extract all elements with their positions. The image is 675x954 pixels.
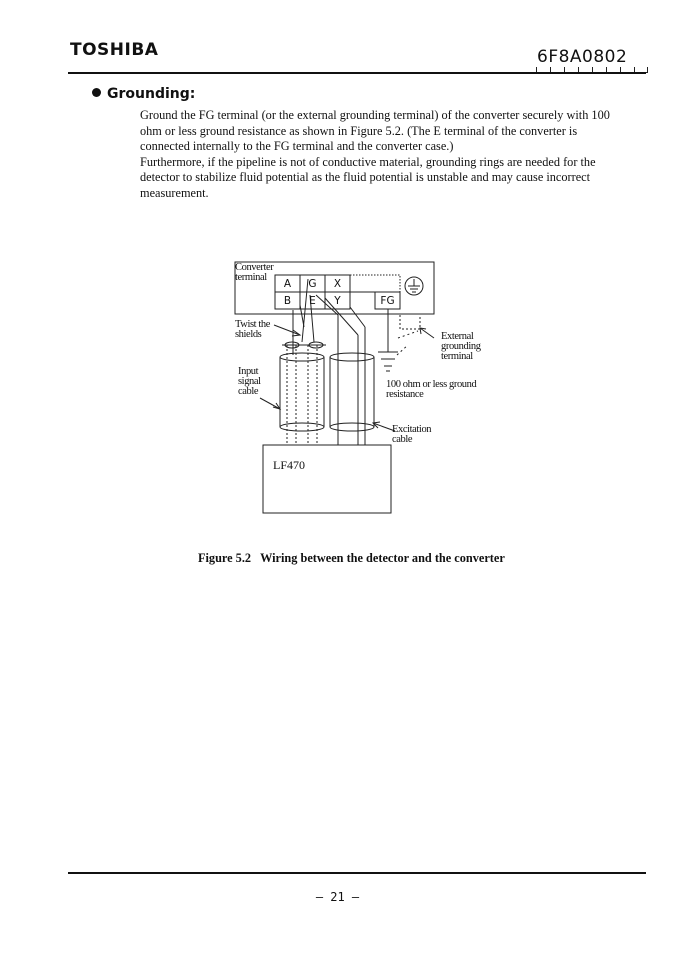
terminal-a: A [283,278,292,290]
bullet-icon [92,88,101,97]
document-number: 6F8A0802 [537,47,628,67]
figure-caption-title: Wiring between the detector and the converter [260,551,505,565]
terminal-fg: FG [380,295,395,307]
terminal-e: E [309,295,316,307]
terminal-g: G [308,278,317,290]
terminal-b: B [283,295,292,307]
twist-shields-label: Twist the shields [235,319,271,340]
toshiba-logo: TOSHIBA [70,40,159,60]
paragraph-grounding: Ground the FG terminal (or the external grounding terminal) of the converter securely with 100 ohm or less ground resistance as shown in Figure 5.2. (The E terminal of the converter is connected internally to the FG terminal and the converter case.) [140,108,610,154]
input-signal-cable-label: Input signal cable [238,366,261,397]
paragraph-grounding-rings: Furthermore, if the pipeline is not of conductive material, grounding rings are needed for the detector to stabilize fluid potential as the fluid potential is unstable and may cause incorrect measurement. [140,154,596,200]
detector-label: LF470 [273,458,306,472]
terminal-x: X [333,278,342,290]
terminal-y: Y [334,295,341,307]
footer-rule [68,872,646,874]
section-heading [92,86,195,102]
figure-caption-number: Figure 5.2 [198,551,252,565]
section-heading-text: Grounding: [107,86,196,102]
figure-caption [198,551,505,566]
ground-resistance-label: 100 ohm or less ground resistance [386,379,477,400]
converter-terminal-label: Converter terminal [235,262,274,283]
section-body [140,108,626,202]
wiring-diagram [230,255,500,520]
header-rule [68,72,646,74]
external-grounding-terminal-label: External grounding terminal [441,331,481,362]
excitation-cable-label: Excitation cable [392,424,432,445]
page-number: ― 21 ― [315,890,360,904]
